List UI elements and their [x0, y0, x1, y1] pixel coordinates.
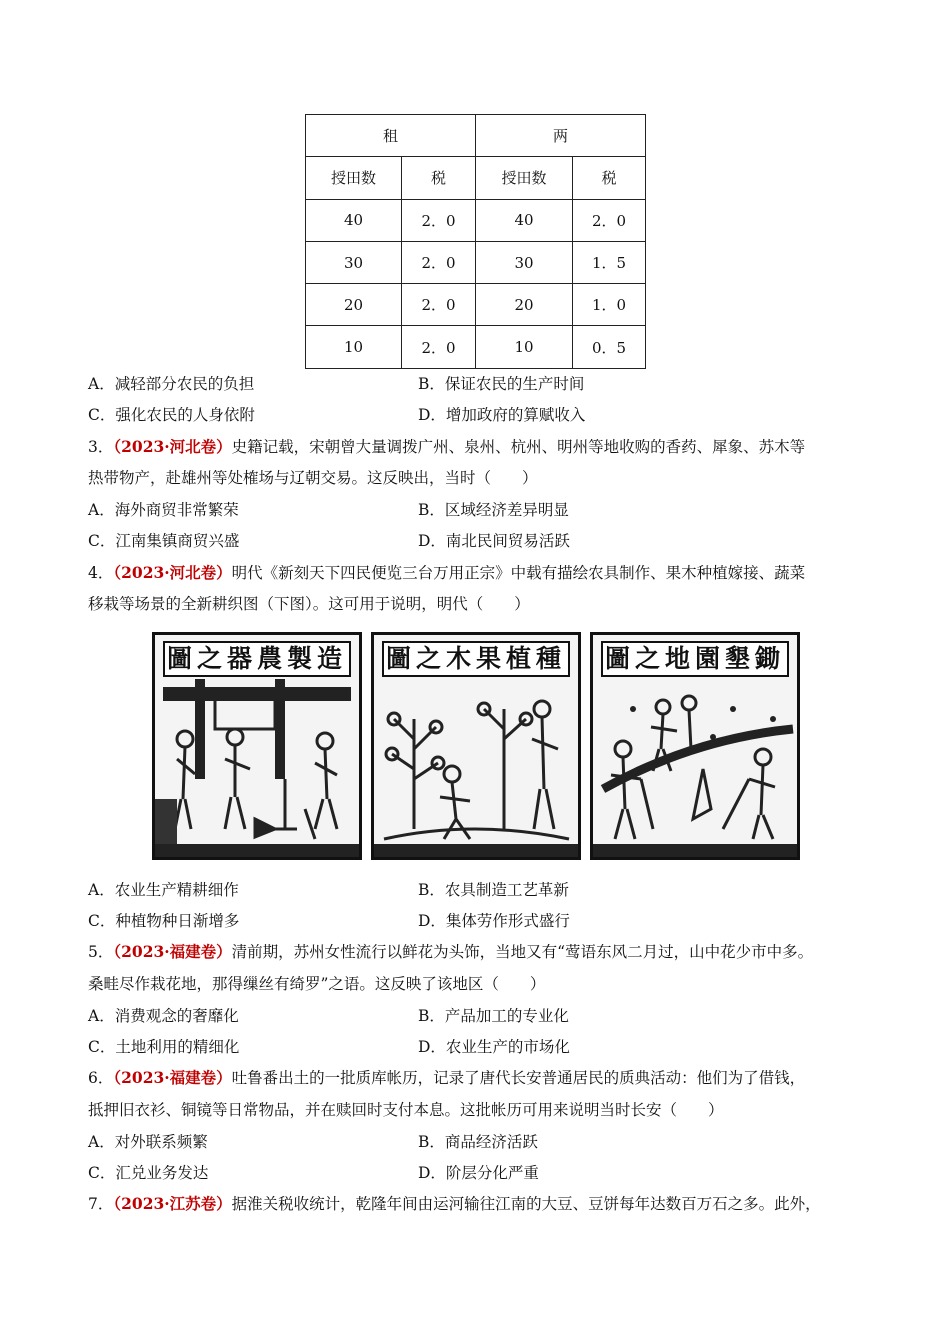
table-cell: 20 — [476, 284, 573, 326]
question-7-stem — [88, 1192, 821, 1214]
garden-hoeing-scene-image — [593, 679, 797, 857]
panel-title: 圖之器農製造 — [163, 641, 351, 677]
question-number: 6． — [88, 1069, 114, 1087]
table-subheader: 税 — [573, 157, 646, 199]
question-4-stem — [88, 561, 805, 583]
option-d: D．农业生产的市场化 — [418, 1038, 570, 1056]
option-b: B．区域经济差异明显 — [418, 501, 569, 519]
question-text: 抵押旧衣衫、铜镜等日常物品，并在赎回时支付本息。这批帐历可用来说明当时长安（ ） — [88, 1101, 724, 1119]
table-header-row — [306, 115, 646, 157]
table-cell: 40 — [306, 199, 402, 241]
option-c: C．土地利用的精细化 — [88, 1038, 240, 1056]
table-subheader-row — [306, 157, 646, 199]
table-row — [306, 199, 646, 241]
table-cell: 2．0 — [573, 199, 646, 241]
woodblock-panel-tools — [152, 632, 362, 860]
question-text: 清前期，苏州女性流行以鲜花为头饰，当地又有“莺语东风二月过，山中花少市中多。 — [231, 943, 814, 961]
question-6-stem — [88, 1066, 805, 1088]
table-cell: 1．5 — [573, 241, 646, 283]
question-source: （2023·河北卷） — [113, 437, 232, 456]
option-b: B．产品加工的专业化 — [418, 1007, 569, 1025]
table-cell: 1．0 — [573, 284, 646, 326]
question-source: （2023·福建卷） — [113, 1068, 232, 1087]
question-number: 3． — [88, 438, 114, 456]
question-text: 热带物产，赴雄州等处榷场与辽朝交易。这反映出，当时（ ） — [88, 469, 538, 487]
question-3-stem — [88, 435, 805, 457]
fruit-tree-scene-image — [374, 679, 578, 857]
question-text: 吐鲁番出土的一批质库帐历，记录了唐代长安普通居民的质典活动：他们为了借钱， — [231, 1069, 806, 1087]
option-b: B．保证农民的生产时间 — [418, 375, 585, 393]
option-b: B．商品经济活跃 — [418, 1133, 538, 1151]
table-cell: 20 — [306, 284, 402, 326]
question-number: 7． — [88, 1195, 114, 1213]
table-cell: 40 — [476, 199, 573, 241]
question-text: 据淮关税收统计，乾隆年间由运河输往江南的大豆、豆饼每年达数百万石之多。此外， — [231, 1195, 821, 1213]
option-d: D．增加政府的算赋收入 — [418, 406, 586, 424]
table-cell: 10 — [476, 326, 573, 368]
question-text: 移栽等场景的全新耕织图（下图）。这可用于说明，明代（ ） — [88, 595, 530, 613]
panel-title: 圖之地園墾鋤 — [601, 641, 789, 677]
table-row — [306, 326, 646, 368]
woodblock-illustration — [152, 632, 800, 860]
table-subheader: 授田数 — [476, 157, 573, 199]
question-5-stem — [88, 940, 813, 962]
tax-table — [305, 114, 646, 369]
question-source: （2023·河北卷） — [113, 563, 232, 582]
table-group-header: 租 — [306, 115, 476, 157]
option-c: C．强化农民的人身依附 — [88, 406, 255, 424]
option-a: A．农业生产精耕细作 — [88, 881, 239, 899]
option-d: D．南北民间贸易活跃 — [418, 532, 570, 550]
option-c: C．江南集镇商贸兴盛 — [88, 532, 240, 550]
table-subheader: 授田数 — [306, 157, 402, 199]
table-row — [306, 284, 646, 326]
panel-title: 圖之木果植種 — [382, 641, 570, 677]
question-text: 桑畦尽作栽花地，那得缫丝有绮罗”之语。这反映了该地区（ ） — [88, 975, 546, 993]
table-cell: 2．0 — [402, 241, 476, 283]
table-cell: 30 — [306, 241, 402, 283]
table-cell: 10 — [306, 326, 402, 368]
option-a: A．减轻部分农民的负担 — [88, 375, 255, 393]
table-subheader: 税 — [402, 157, 476, 199]
question-number: 4． — [88, 564, 114, 582]
table-cell: 2．0 — [402, 326, 476, 368]
table-cell: 2．0 — [402, 199, 476, 241]
tool-making-scene-image — [155, 679, 359, 857]
question-text: 史籍记载，宋朝曾大量调拨广州、泉州、杭州、明州等地收购的香药、犀象、苏木等 — [231, 438, 806, 456]
option-a: A．消费观念的奢靡化 — [88, 1007, 239, 1025]
table-cell: 0．5 — [573, 326, 646, 368]
option-a: A．对外联系频繁 — [88, 1133, 208, 1151]
table-cell: 30 — [476, 241, 573, 283]
option-c: C．种植物种日渐增多 — [88, 912, 240, 930]
question-text: 明代《新刻天下四民便览三台万用正宗》中载有描绘农具制作、果木种植嫁接、蔬菜 — [231, 564, 806, 582]
option-c: C．汇兑业务发达 — [88, 1164, 209, 1182]
option-a: A．海外商贸非常繁荣 — [88, 501, 239, 519]
question-source: （2023·福建卷） — [113, 942, 232, 961]
option-d: D．集体劳作形式盛行 — [418, 912, 570, 930]
option-d: D．阶层分化严重 — [418, 1164, 539, 1182]
table-row — [306, 241, 646, 283]
question-number: 5． — [88, 943, 114, 961]
table-cell: 2．0 — [402, 284, 476, 326]
woodblock-panel-fruit-trees — [371, 632, 581, 860]
option-b: B．农具制造工艺革新 — [418, 881, 569, 899]
woodblock-panel-garden-hoeing — [590, 632, 800, 860]
table-group-header: 两 — [476, 115, 646, 157]
question-source: （2023·江苏卷） — [113, 1194, 232, 1213]
